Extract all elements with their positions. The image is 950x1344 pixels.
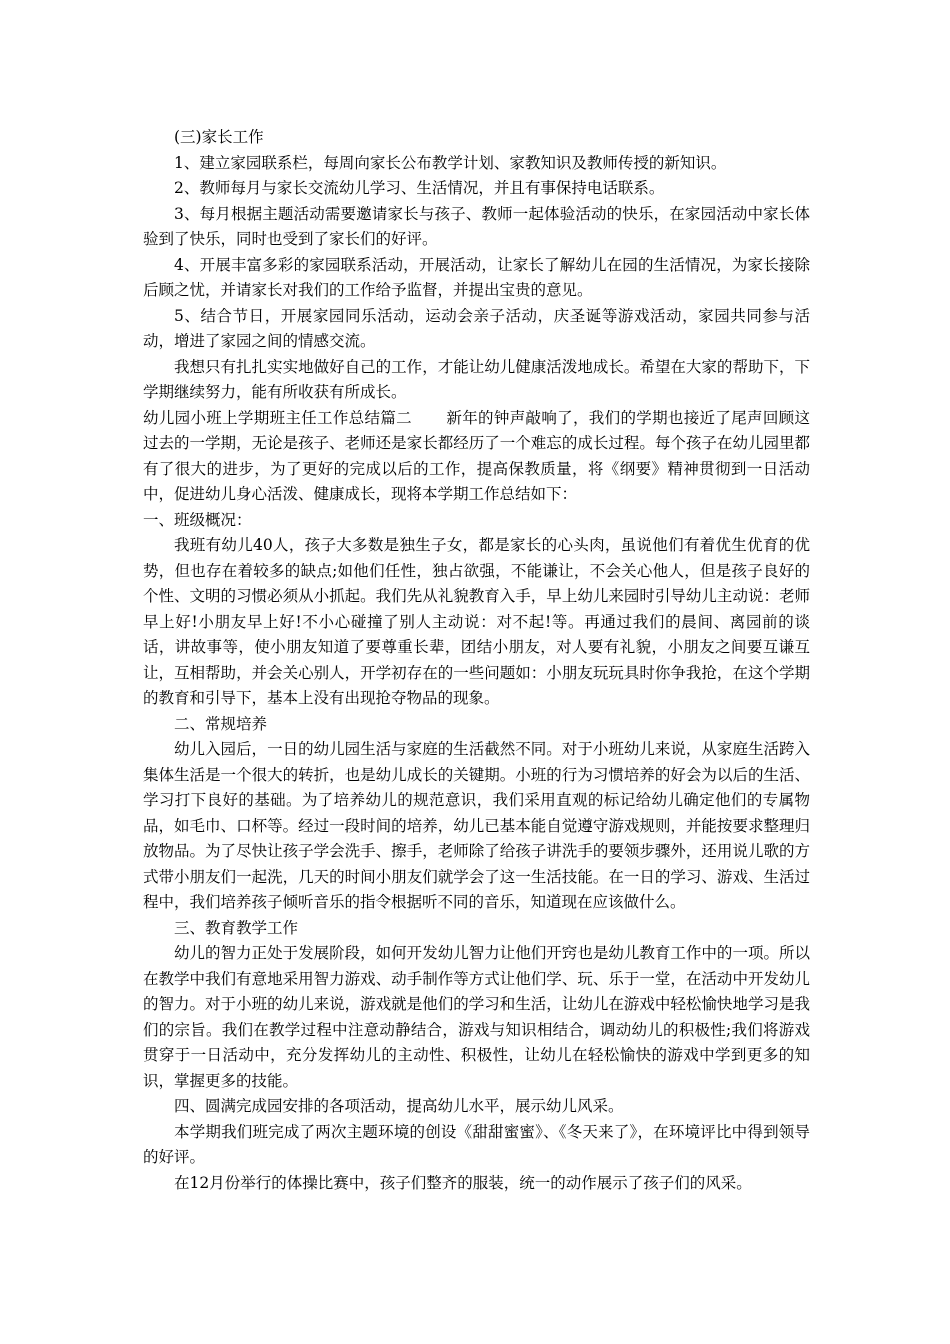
- paragraph-item-3: 3、每月根据主题活动需要邀请家长与孩子、教师一起体验活动的快乐，在家园活动中家长体验到了快乐，同时也受到了家长们的好评。: [143, 204, 810, 248]
- section-heading-class-overview: 一、班级概况：: [143, 510, 252, 529]
- paragraph-conclusion: 我想只有扎扎实实地做好自己的工作，才能让幼儿健康活泼地成长。希望在大家的帮助下，下学期继续努力，能有所收获有所成长。: [143, 357, 810, 401]
- section-heading-parent-work: (三)家长工作: [174, 128, 264, 146]
- document-page: [143, 125, 810, 1196]
- paragraph-routine-training: 幼儿入园后，一日的幼儿园生活与家庭的生活截然不同。对于小班幼儿来说，从家庭生活跨入集体生活是一个很大的转折，也是幼儿成长的关键期。小班的行为习惯培养的好会为以后的生活、学习打下良好的基础。为了培养幼儿的规范意识，我们采用直观的标记给幼儿确定他们的专属物品，如毛巾、口杯等。经过一段时间的培养，幼儿已基本能自觉遵守游戏规则，并能按要求整理归放物品。为了尽快让孩子学会洗手、擦手，老师除了给孩子讲洗手的要领步骤外，还用说儿歌的方式带小朋友们一起洗，几天的时间小朋友们就学会了这一生活技能。在一日的学习、游戏、生活过程中，我们培养孩子倾听音乐的指令根据听不同的音乐，知道现在应该做什么。: [143, 740, 810, 911]
- paragraph-teaching-work: 幼儿的智力正处于发展阶段，如何开发幼儿智力让他们开窍也是幼儿教育工作中的一项。所以在教学中我们有意地采用智力游戏、动手制作等方式让他们学、玩、乐于一堂，在活动中开发幼儿的智力。对于小班的幼儿来说，游戏就是他们的学习和生活，让幼儿在游戏中轻松愉快地学习是我们的宗旨。我们在教学过程中注意动静结合，游戏与知识相结合，调动幼儿的积极性;我们将游戏贯穿于一日活动中，充分发挥幼儿的主动性、积极性，让幼儿在轻松愉快的游戏中学到更多的知识，掌握更多的技能。: [143, 944, 810, 1090]
- article-two-intro-text: 新年的钟声敲响了，我们的学期也接近了尾声回顾这过去的一学期，无论是孩子、老师还是家长都经历了一个难忘的成长过程。每个孩子在幼儿园里都有了很大的进步，为了更好的完成以后的工作，提高保教质量，将《纲要》精神贯彻到一日活动中，促进幼儿身心活泼、健康成长，现将本学期工作总结如下：: [143, 408, 810, 503]
- paragraph-item-2: 2、教师每月与家长交流幼儿学习、生活情况，并且有事保持电话联系。: [174, 179, 665, 197]
- article-two-title: 幼儿园小班上学期班主任工作总结篇二: [143, 408, 412, 427]
- section-heading-activities: 四、圆满完成园安排的各项活动，提高幼儿水平，展示幼儿风采。: [174, 1097, 624, 1115]
- paragraph-article-two-intro: [143, 406, 810, 508]
- paragraph-item-5: 5、结合节日，开展家园同乐活动，运动会亲子活动，庆圣诞等游戏活动，家园共同参与活动，增进了家园之间的情感交流。: [143, 306, 810, 350]
- paragraph-environment: 本学期我们班完成了两次主题环境的创设《甜甜蜜蜜》、《冬天来了》，在环境评比中得到领导的好评。: [143, 1122, 810, 1166]
- paragraph-class-overview: 我班有幼儿40人，孩子大多数是独生子女，都是家长的心头肉，虽说他们有着优生优育的优势，但也存在着较多的缺点;如他们任性，独占欲强，不能谦让，不会关心他人，但是孩子良好的个性、文明的习惯必须从小抓起。我们先从礼貌教育入手，早上幼儿来园时引导幼儿主动说：老师早上好!小朋友早上好!不小心碰撞了别人主动说：对不起!等。再通过我们的晨间、离园前的谈话，讲故事等，使小朋友知道了要尊重长辈，团结小朋友，对人要有礼貌，小朋友之间要互谦互让，互相帮助，并会关心别人，开学初存在的一些问题如：小朋友玩玩具时你争我抢，在这个学期的教育和引导下，基本上没有出现抢夺物品的现象。: [143, 536, 810, 707]
- paragraph-item-4: 4、开展丰富多彩的家园联系活动，开展活动，让家长了解幼儿在园的生活情况，为家长接除后顾之忧，并请家长对我们的工作给予监督，并提出宝贵的意见。: [143, 255, 810, 299]
- paragraph-gymnastics: 在12月份举行的体操比赛中，孩子们整齐的服装，统一的动作展示了孩子们的风采。: [174, 1173, 752, 1192]
- section-heading-routine-training: 二、常规培养: [174, 714, 268, 733]
- paragraph-item-1: 1、建立家园联系栏，每周向家长公布教学计划、家教知识及教师传授的新知识。: [174, 153, 727, 172]
- section-heading-teaching-work: 三、教育教学工作: [174, 918, 299, 937]
